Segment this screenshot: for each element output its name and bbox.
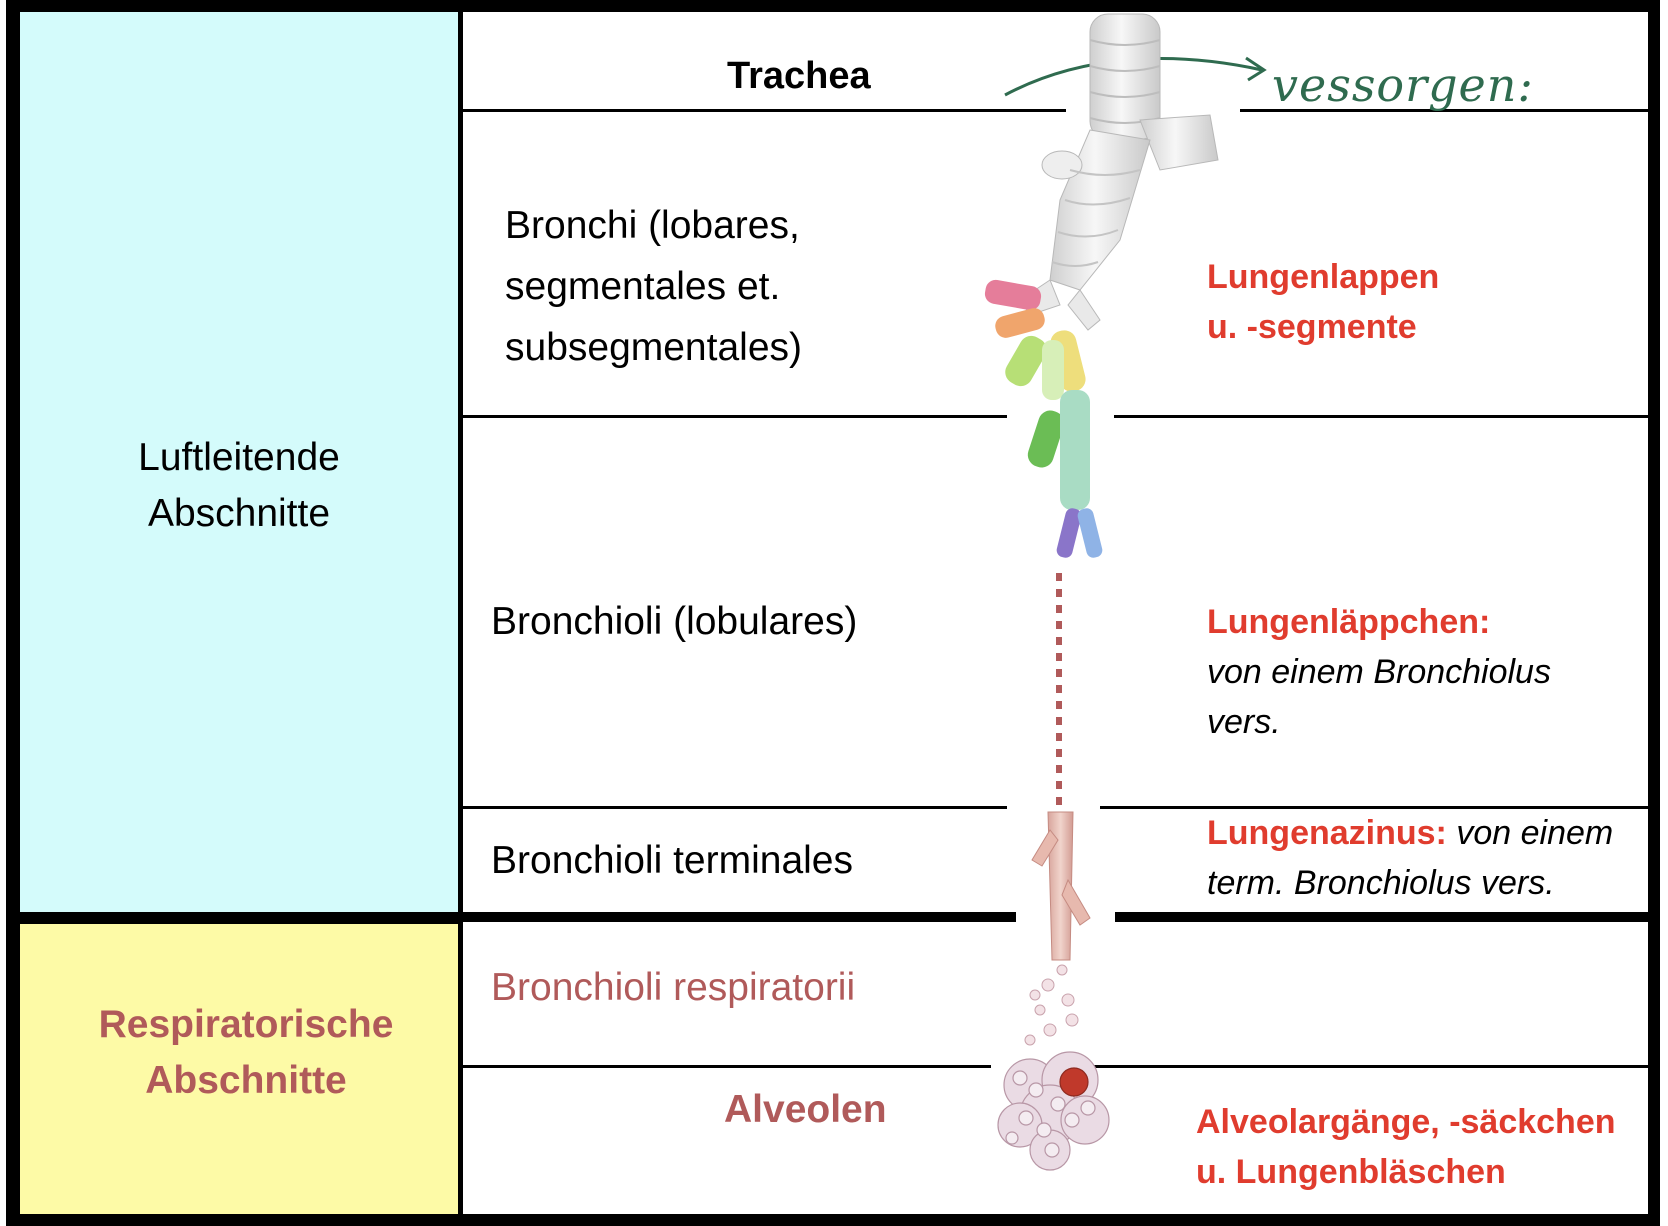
azinus-line2: term. Bronchiolus vers. [1207,864,1555,902]
lappen-line1: Lungenlappen [1207,258,1440,296]
terminales-label: Bronchioli terminales [491,839,853,882]
alveolar-line2: u. Lungenbläschen [1196,1153,1506,1191]
bronchi-line3: subsegmentales) [505,326,802,369]
trachea-drawing [1020,14,1218,330]
bronchioli-label: Bronchioli (lobulares) [491,600,858,643]
lappen-line2: u. -segmente [1207,308,1417,346]
resp-label-line1: Respiratorische [98,1003,394,1046]
air-label-line1: Luftleitende [138,436,340,479]
bronchi-line2: segmentales et. [505,265,781,308]
terminal-bronchiole-drawing [1025,812,1090,1045]
trachea-label: Trachea [727,55,871,97]
air-label-line2: Abschnitte [147,492,331,535]
respiratorii-label: Bronchioli respiratorii [491,966,856,1009]
laeppchen-line2: vers. [1207,703,1281,741]
resp-label-line2: Abschnitte [145,1059,347,1102]
alveolen-label: Alveolen [724,1088,887,1131]
alveolar-cluster-drawing [998,1052,1109,1170]
handwritten-note: vessorgen: [1272,58,1534,112]
azinus-line1: von einem [1446,814,1614,852]
laeppchen-line1: von einem Bronchiolus [1207,653,1551,691]
laeppchen-title: Lungenläppchen: [1207,603,1491,641]
azinus-title: Lungenazinus: [1207,814,1447,852]
alveolar-line1: Alveolargänge, -säckchen [1196,1103,1616,1141]
bronchi-line1: Bronchi (lobares, [505,204,800,247]
